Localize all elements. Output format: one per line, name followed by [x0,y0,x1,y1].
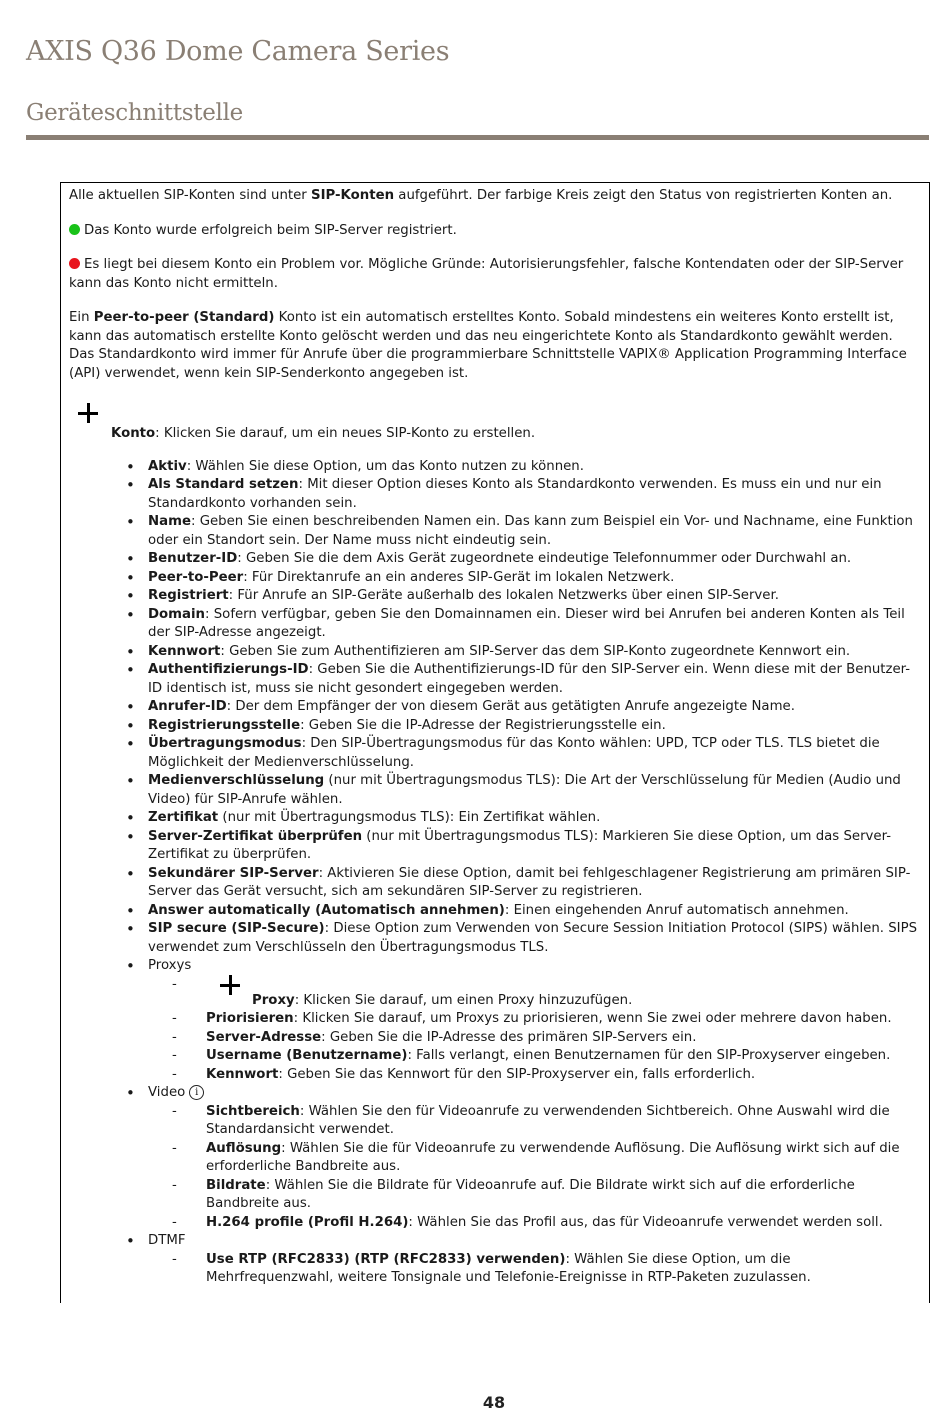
info-icon[interactable]: i [189,1085,204,1100]
intro-paragraph: Alle aktuellen SIP-Konten sind unter SIP-Konten aufgeführt. Der farbige Kreis zeigt den Status von registrierten Konten an. [69,188,893,203]
option-description: (nur mit Übertragungsmodus TLS): Ein Zertifikat wählen. [218,810,601,825]
option-description: : Wählen Sie diese Option, um die Mehrfrequenzwahl, weitere Tonsignale und Telefonie-Ereignisse in RTP-Paketen zuzulassen. [206,1251,811,1285]
list-item [148,458,921,477]
option-label: Kennwort [148,643,221,659]
red-status-dot-icon [69,258,80,269]
list-item [206,1103,921,1140]
option-description: : Geben Sie die Authentifizierungs-ID für den SIP-Server ein. Wenn diese mit der Benutzer-ID identisch ist, muss sie nicht gesondert eingegeben werden. [148,662,911,696]
option-label: Peer-to-Peer [148,569,244,585]
plus-icon[interactable] [78,403,98,423]
list-item [148,809,921,828]
option-description: : Mit dieser Option dieses Konto als Standardkonto verwenden. Es muss ein und nur ein Standardkonto vorhanden sein. [148,477,882,511]
option-description: : Aktivieren Sie diese Option, damit bei fehlgeschlagener Registrierung am primären SIP-Server das Gerät versucht, sich am sekundären SIP-Server zu registrieren. [148,865,911,899]
option-description: : Klicken Sie darauf, um Proxys zu priorisieren, wenn Sie zwei oder mehrere davon haben. [293,1011,892,1026]
option-description: : Geben Sie das Kennwort für den SIP-Proxyserver ein, falls erforderlich. [278,1066,756,1082]
list-item [148,772,921,809]
list-item [206,1029,921,1048]
option-description: : Den SIP-Übertragungsmodus für das Konto wählen: UPD, TCP oder TLS. TLS bietet die Möglichkeit der Medienverschlüsselung. [148,736,880,770]
option-description: : Geben Sie die IP-Adresse des primären SIP-Servers ein. [321,1029,697,1045]
option-description: : Wählen Sie den für Videoanrufe zu verwendenden Sichtbereich. Ohne Auswahl wird die Standardansicht verwendet. [206,1103,890,1137]
option-description: : Der dem Empfänger der von diesem Gerät aus getätigten Anrufe angezeigte Name. [226,699,795,714]
option-description: : Geben Sie die dem Axis Gerät zugeordnete eindeutige Telefonnummer oder Durchwahl an. [237,551,852,566]
option-label: Bildrate [206,1177,266,1193]
list-item [148,606,921,643]
option-description: : Wählen Sie das Profil aus, das für Videoanrufe verwendet werden soll. [408,1214,883,1230]
sip-accounts-label: SIP-Konten [311,188,395,203]
page-number: 48 [482,1393,506,1412]
option-label: Use RTP (RFC2833) (RTP (RFC2833) verwenden) [206,1251,566,1267]
option-label: Name [148,514,191,529]
option-label: Server-Zertifikat überprüfen [148,828,363,844]
option-label: Benutzer-ID [148,551,238,566]
document-title: AXIS Q36 Dome Camera Series [26,36,450,67]
option-description: (nur mit Übertragungsmodus TLS): Markieren Sie diese Option, um das Server-Zertifikat zu überprüfen. [148,828,892,862]
list-item: • Video i - Sichtbereich: Wählen Sie den für Videoanrufe zu verwendenden Sichtbereich. Ohne Auswahl wird die Standardansicht verwendet. - Auflösung: Wählen Sie die für Videoanrufe zu verwendende Auflösung. Die Auflösung wirkt sich auf die erforderliche Bandbreite aus. - Bildrate: Wählen Sie die Bildrate für Videoanrufe auf. Die Bildrate wirkt sich auf die erforderliche Bandbreite aus. - H.264 profile (Profil H.264): Wählen Sie das Profil aus, das für Videoanrufe verwendet werden soll. [148,1084,921,1232]
list-item [148,476,921,513]
option-label: Answer automatically (Automatisch annehmen) [148,902,505,918]
list-item [206,1214,921,1233]
option-label: Username (Benutzername) [206,1048,408,1063]
list-item [148,587,921,606]
list-item [206,1010,921,1029]
option-description: : Geben Sie die IP-Adresse der Registrierungsstelle ein. [300,717,666,733]
list-item [206,1140,921,1177]
option-description: : Sofern verfügbar, geben Sie den Domainnamen ein. Dieser wird bei Anrufen bei anderen Konten als Teil der SIP-Adresse angezeigt. [148,606,905,640]
option-label: Sichtbereich [206,1103,300,1119]
list-item: • DTMF - Use RTP (RFC2833) (RTP (RFC2833) verwenden): Wählen Sie diese Option, um die Mehrfrequenzwahl, weitere Tonsignale und Telefonie-Ereignisse in RTP-Paketen zuzulassen. [148,1232,921,1288]
list-item [148,920,921,957]
list-item [148,865,921,902]
list-item [206,1177,921,1214]
option-description: : Für Direktanrufe an ein anderes SIP-Gerät im lokalen Netzwerk. [243,569,675,585]
list-item: • Proxys - Proxy: Klicken Sie darauf, um einen Proxy hinzuzufügen. - Priorisieren: Klicken Sie darauf, um Proxys zu priorisieren, wenn Sie zwei oder mehrere davon haben. - Server-Adresse: Geben Sie die IP-Adresse des primären SIP-Servers ein. - Username (Benutzername): Falls verlangt, einen Benutzernamen für den SIP-Proxyserver eingeben. - Kennwort: Geben Sie das Kennwort für den SIP-Proxyserver ein, falls erforderlich. [148,957,921,1084]
list-item [148,828,921,865]
list-item [148,735,921,772]
add-proxy-row: - Proxy: Klicken Sie darauf, um einen Proxy hinzuzufügen. [206,976,921,1011]
option-label: Kennwort [206,1066,279,1082]
option-label: Registrierungsstelle [148,717,301,733]
status-ok-paragraph: Das Konto wurde erfolgreich beim SIP-Server registriert. [69,222,921,241]
list-item [148,717,921,736]
list-item [148,698,921,717]
list-item [148,550,921,569]
option-label: Aktiv [148,458,187,474]
content-body [69,187,921,1288]
proxy-options-list [148,1010,921,1084]
option-description: : Diese Option zum Verwenden von Secure Session Initiation Protocol (SIPS) wählen. SIPS verwendet zum Verschlüsseln den Übertragungsmodus TLS. [148,921,918,955]
option-label: H.264 profile (Profil H.264) [206,1214,409,1230]
option-label: Anrufer-ID [148,699,227,714]
option-label: Als Standard setzen [148,477,299,492]
list-item [206,1047,921,1066]
section-title: Geräteschnittstelle [26,100,243,126]
option-label: Auflösung [206,1140,282,1156]
proxys-section [69,957,921,1288]
list-item [148,902,921,921]
list-item [148,643,921,662]
add-account-row: Konto: Klicken Sie darauf, um ein neues SIP-Konto zu erstellen. [69,403,921,444]
account-options-list [69,458,921,958]
option-label: Domain [148,606,206,622]
peer-to-peer-paragraph: Ein Peer-to-peer (Standard) Konto ist ein automatisch erstelltes Konto. Sobald mindestens ein weiteres Konto erstellt ist, kann das automatisch erstellte Konto gelöscht werden und das neu eingerichtete Konto als Standardkonto gewählt werden. Das Standardkonto wird immer für Anrufe über die programmierbare Schnittstelle VAPIX® Application Programming Interface (API) verwendet, wenn kein SIP-Senderkonto angegeben ist. [69,310,907,381]
account-label: Konto [111,426,156,441]
option-description: : Geben Sie zum Authentifizieren am SIP-Server das dem SIP-Konto zugeordnete Kennwort ein. [220,643,851,659]
option-description: : Wählen Sie diese Option, um das Konto nutzen zu können. [186,458,584,474]
option-description: : Geben Sie einen beschreibenden Namen ein. Das kann zum Beispiel ein Vor- und Nachname, eine Funktion oder ein Standort sein. Der Name muss nicht eindeutig sein. [148,514,913,548]
option-label: Priorisieren [206,1011,294,1026]
list-item [206,1066,921,1085]
list-item [148,569,921,588]
option-description: : Einen eingehenden Anruf automatisch annehmen. [504,902,849,918]
option-label: Zertifikat [148,810,219,825]
status-error-paragraph: Es liegt bei diesem Konto ein Problem vor. Mögliche Gründe: Autorisierungsfehler, falsche Kontendaten oder der SIP-Server kann das Konto nicht ermitteln. [69,257,904,291]
option-description: : Für Anrufe an SIP-Geräte außerhalb des lokalen Netzwerks über einen SIP-Server. [228,588,779,603]
plus-icon[interactable] [220,975,240,995]
dtmf-options-list [148,1251,921,1288]
list-item [148,513,921,550]
option-label: Übertragungsmodus [148,736,302,751]
list-item [148,661,921,698]
option-label: Registriert [148,588,229,603]
option-label: Authentifizierungs-ID [148,662,309,677]
option-label: Medienverschlüsselung [148,773,325,788]
option-label: Server-Adresse [206,1029,322,1045]
green-status-dot-icon [69,224,80,235]
list-item [206,1251,921,1288]
header-rule [26,135,929,140]
option-description: : Wählen Sie die Bildrate für Videoanrufe auf. Die Bildrate wirkt sich auf die erforderliche Bandbreite aus. [206,1177,855,1211]
option-description: : Falls verlangt, einen Benutzernamen für den SIP-Proxyserver eingeben. [407,1048,891,1063]
video-options-list [148,1103,921,1233]
option-label: SIP secure (SIP-Secure) [148,921,325,936]
option-label: Sekundärer SIP-Server [148,865,319,881]
option-description: : Wählen Sie die für Videoanrufe zu verwendende Auflösung. Die Auflösung wirkt sich auf die erforderliche Bandbreite aus. [206,1140,900,1174]
option-description: (nur mit Übertragungsmodus TLS): Die Art der Verschlüsselung für Medien (Audio und Video) für SIP-Anrufe wählen. [148,773,901,807]
